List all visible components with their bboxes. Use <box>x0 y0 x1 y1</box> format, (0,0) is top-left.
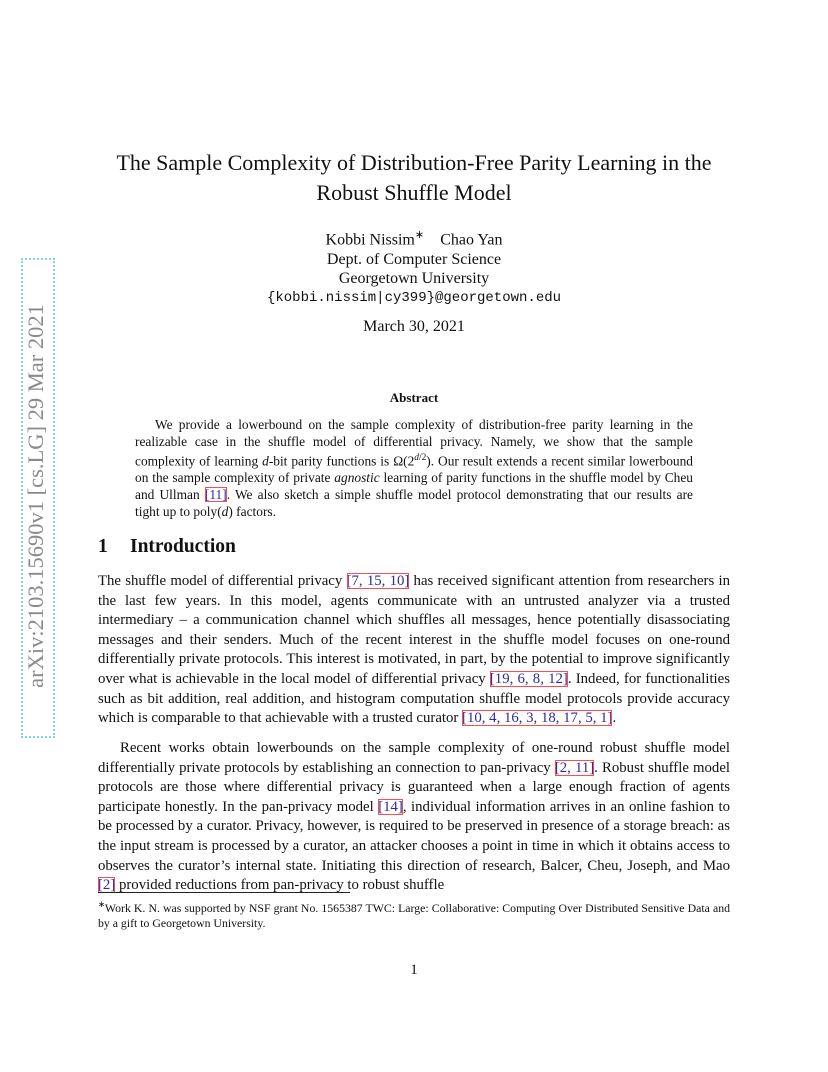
author-2: Chao Yan <box>440 231 503 249</box>
intro-paragraph-2: Recent works obtain lowerbounds on the sample complexity of one-round robust shuffle model differentially private protocols by establishing an connection to pan-privacy [2, 11]. Robust shuffle model protocols are those where differential privacy is guaranteed when a large enough fraction of agents participate honestly. In the pan-privacy model [14], individual information arrives in an online fashion to be processed by a curator. Privacy, however, is required to be preserved in presence of a storage breach: as the input stream is processed by a curator, an attacker chooses a point in time in which it obtains access to observes the curator’s internal state. Initiating this direction of research, Balcer, Cheu, Joseph, and Mao [2] provided reductions from pan-privacy to robust shuffle <box>98 740 731 894</box>
intro-paragraph-1: The shuffle model of differential privacy [7, 15, 10] has received significant attention from researchers in the last few years. In this model, agents communicate with an untrusted analyzer via a trusted intermediary – a communication channel which shuffles all messages, hence potentially disassociating messages and their senders. Much of the recent interest in the shuffle model focuses on one-round differentially private protocols. This interest is motivated, in part, by the potential to improve significantly over what is achievable in the local model of differential privacy [19, 6, 8, 12]. Indeed, for functionalities such as bit addition, real addition, and histogram computation shuffle model protocols provide accuracy which is comparable to that achievable with a trusted curator [10, 4, 16, 3, 18, 17, 5, 1]. <box>98 573 730 727</box>
page-number: 1 <box>410 962 418 978</box>
arxiv-identifier[interactable]: arXiv:2103.15690v1 [cs.LG] 29 Mar 2021 <box>23 304 48 688</box>
title-line-2: Robust Shuffle Model <box>316 180 512 205</box>
abstract-text: We provide a lowerbound on the sample complexity of distribution-free parity learning in the realizable case in the shuffle model of differential privacy. Namely, we show that the sample complexity of learning d-bit parity functions is $\Omega(2^{d/2})$. Our result extends a recent similar lowerbound on the sample complexity of private agnostic learning of parity functions in the shuffle model by Cheu and Ullman [11]. We also sketch a simple shuffle model protocol demonstrating that our results are tight up to poly(d) factors. <box>135 417 694 520</box>
citation-link[interactable]: [2, 11] <box>554 759 595 776</box>
author-university: Georgetown University <box>338 270 490 288</box>
author-block <box>0 226 828 308</box>
citation-link[interactable]: [11] <box>204 487 227 503</box>
author-names: Kobbi Nissim∗ Chao Yan <box>325 229 503 249</box>
section-number: 1 <box>98 536 108 557</box>
citation-link[interactable]: [14] <box>378 798 403 815</box>
author-email[interactable]: {kobbi.nissim|cy399}@georgetown.edu <box>266 289 562 306</box>
citation-link[interactable]: [19, 6, 8, 12] <box>489 670 568 687</box>
citation-link[interactable]: [7, 15, 10] <box>346 573 410 589</box>
paper-title <box>80 148 748 208</box>
author-department: Dept. of Computer Science <box>326 250 502 268</box>
citation-link[interactable]: [10, 4, 16, 3, 18, 17, 5, 1] <box>462 710 613 727</box>
footnote: ∗Work K. N. was supported by NSF grant No. 1565387 TWC: Large: Collaborative: Computing Over Distributed Sensitive Data and by a gift to Georgetown University. <box>98 900 730 931</box>
citation-link[interactable]: [2] <box>98 877 116 894</box>
abstract-heading: Abstract <box>389 390 439 405</box>
title-line-1: The Sample Complexity of Distribution-Free Parity Learning in the <box>116 150 712 175</box>
footnote-divider <box>98 892 350 893</box>
section-heading <box>98 536 236 558</box>
author-1: Kobbi Nissim <box>325 231 415 249</box>
section-title-text: Introduction <box>130 536 236 557</box>
paper-date: March 30, 2021 <box>363 318 465 335</box>
